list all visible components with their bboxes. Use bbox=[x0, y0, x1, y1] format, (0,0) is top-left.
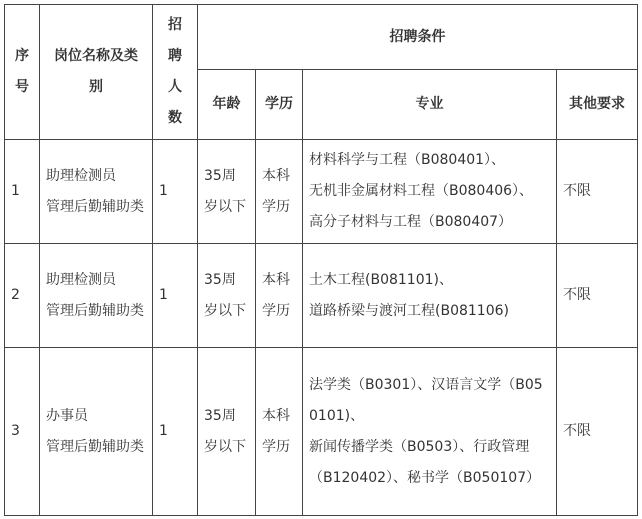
header-conditions: 招聘条件 bbox=[198, 5, 638, 70]
position-category: 管理后勤辅助类 bbox=[46, 302, 144, 319]
position-category: 管理后勤辅助类 bbox=[46, 198, 144, 215]
header-count: 招聘人数 bbox=[153, 5, 198, 140]
recruitment-table bbox=[4, 4, 638, 516]
cell-age: 35周岁以下 bbox=[198, 140, 256, 244]
table-row bbox=[5, 140, 638, 244]
cell-count: 1 bbox=[153, 348, 198, 516]
cell-count: 1 bbox=[153, 140, 198, 244]
position-title: 助理检测员 bbox=[46, 271, 116, 288]
major-line: 法学类（B0301）、汉语言文学（B050101)、 bbox=[309, 376, 543, 424]
major-line: 新闻传播学类（B0503）、行政管理（B120402）、秘书学（B050107） bbox=[309, 438, 541, 486]
major-line: 土木工程(B081101)、 bbox=[309, 271, 453, 288]
position-title: 助理检测员 bbox=[46, 167, 116, 184]
cell-other: 不限 bbox=[557, 244, 638, 348]
cell-seq: 2 bbox=[5, 244, 40, 348]
cell-seq: 3 bbox=[5, 348, 40, 516]
header-position: 岗位名称及类别 bbox=[40, 5, 153, 140]
position-category: 管理后勤辅助类 bbox=[46, 438, 144, 455]
cell-position bbox=[40, 244, 153, 348]
header-other: 其他要求 bbox=[557, 70, 638, 140]
cell-major bbox=[303, 244, 557, 348]
table-row bbox=[5, 244, 638, 348]
cell-major bbox=[303, 348, 557, 516]
header-age: 年龄 bbox=[198, 70, 256, 140]
header-education: 学历 bbox=[256, 70, 303, 140]
cell-education: 本科学历 bbox=[256, 348, 303, 516]
cell-other: 不限 bbox=[557, 140, 638, 244]
header-seq: 序号 bbox=[5, 5, 40, 140]
table-row bbox=[5, 348, 638, 516]
cell-major bbox=[303, 140, 557, 244]
cell-position bbox=[40, 348, 153, 516]
cell-count: 1 bbox=[153, 244, 198, 348]
major-line: 道路桥梁与渡河工程(B081106) bbox=[309, 302, 509, 319]
cell-age: 35周岁以下 bbox=[198, 348, 256, 516]
cell-education: 本科学历 bbox=[256, 244, 303, 348]
cell-education: 本科学历 bbox=[256, 140, 303, 244]
cell-other: 不限 bbox=[557, 348, 638, 516]
position-title: 办事员 bbox=[46, 407, 88, 424]
major-line: 材料科学与工程（B080401）、 bbox=[309, 152, 506, 168]
cell-seq: 1 bbox=[5, 140, 40, 244]
cell-age: 35周岁以下 bbox=[198, 244, 256, 348]
major-line: 无机非金属材料工程（B080406）、 bbox=[309, 183, 534, 199]
major-line: 高分子材料与工程（B080407） bbox=[309, 214, 513, 230]
cell-position bbox=[40, 140, 153, 244]
header-major: 专业 bbox=[303, 70, 557, 140]
